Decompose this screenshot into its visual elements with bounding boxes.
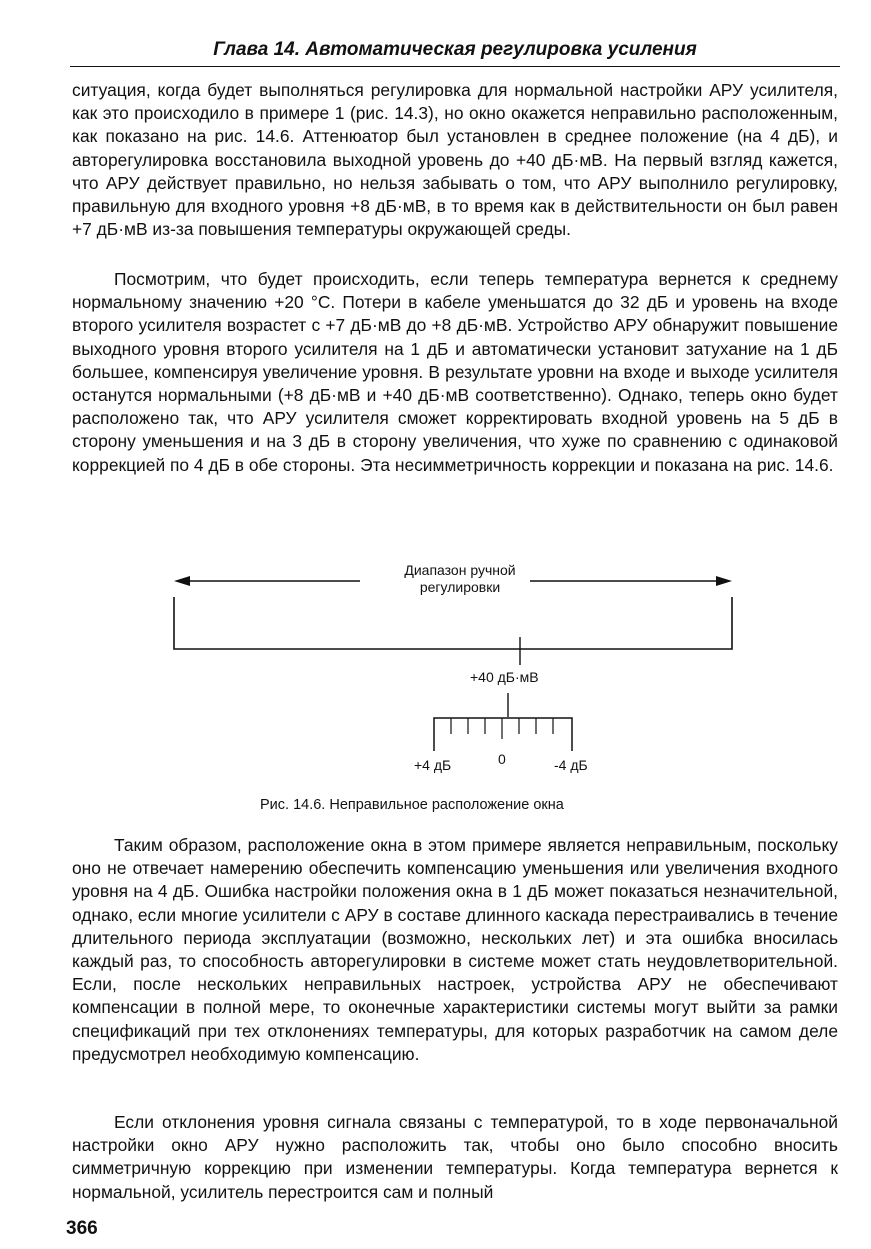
- window-scale-ticks: [451, 718, 553, 739]
- figure-14-6: [160, 545, 760, 825]
- window-zero-label: 0: [498, 751, 506, 767]
- figure-caption: Рис. 14.6. Неправильное расположение окна: [260, 797, 564, 813]
- paragraph-4: Если отклонения уровня сигнала связаны с температурой, то в ходе первоначальной настройки окно АРУ нужно расположить так, чтобы оно было способно вносить симметричную коррекцию при изменении температуры. Когда температура вернется к нормальной, усилитель перестроится сам и полный: [72, 1112, 838, 1202]
- range-bracket: [174, 597, 732, 649]
- window-left-label: +4 дБ: [414, 757, 452, 773]
- paragraph-1: ситуация, когда будет выполняться регулировка для нормальной настройки АРУ усилителя, как это происходило в примере 1 (рис. 14.3), но окно окажется неправильно расположенным, как показано на рис. 14.6. Аттенюатор был установлен в среднее положение (на 4 дБ), и авторегулировка восстановила выходной уровень до +40 дБ·мВ. На первый взгляд кажется, что АРУ действует правильно, но нельзя забывать о том, что АРУ выполнило регулировку, правильную для входного уровня +8 дБ·мВ, в то время как в действительности он был равен +7 дБ·мВ из-за повышения температуры окружающей среды.: [72, 80, 838, 240]
- header-divider: [70, 66, 840, 67]
- center-level-label: +40 дБ·мВ: [470, 669, 539, 685]
- range-arrow-left-head: [174, 576, 190, 586]
- paragraph-3: Таким образом, расположение окна в этом примере является неправильным, поскольку оно не отвечает намерению обеспечить компенсацию уменьшения или увеличения входного уровня на 4 дБ. Ошибка настройки положения окна в 1 дБ может показаться незначительной, однако, если многие усилители с АРУ в составе длинного каскада перестраивались в течение длительного периода эксплуатации (возможно, нескольких лет) и эта ошибка вносилась каждый раз, то способность авторегулировки в системе может стать неудовлетворительной. Если, после нескольких неправильных настроек, устройства АРУ не обеспечивают компенсации в полной мере, то оконечные характеристики системы могут выйти за рамки спецификаций при тех отклонениях температуры, для которых разработчик на самом деле предусмотрел необходимую компенсацию.: [72, 835, 838, 1064]
- paragraph-2: Посмотрим, что будет происходить, если теперь температура вернется к среднему нормальному значению +20 °С. Потери в кабеле уменьшатся до 32 дБ и уровень на входе второго усилителя возрастет с +7 дБ·мВ до +8 дБ·мВ. Устройство АРУ обнаружит повышение выходного уровня второго усилителя на 1 дБ и автоматически установит затухание на 1 дБ большее, компенсируя увеличение уровня. В результате уровни на входе и выходе усилителя останутся нормальными (+8 дБ·мВ и +40 дБ·мВ соответственно). Однако, теперь окно будет расположено так, что АРУ усилителя сможет корректировать входной уровень на 5 дБ в сторону уменьшения и на 3 дБ в сторону увеличения, что хуже по сравнению с одинаковой коррекцией по 4 дБ в обе стороны. Эта несимметричность коррекции и показана на рис. 14.6.: [72, 269, 838, 475]
- window-right-label: -4 дБ: [554, 757, 588, 773]
- page-number: 366: [66, 1218, 98, 1239]
- manual-range-label: Диапазон ручной регулировки: [404, 562, 516, 595]
- range-arrow-right-head: [716, 576, 732, 586]
- chapter-header: Глава 14. Автоматическая регулировка усиления: [213, 39, 697, 60]
- window-scale-frame: [434, 718, 572, 751]
